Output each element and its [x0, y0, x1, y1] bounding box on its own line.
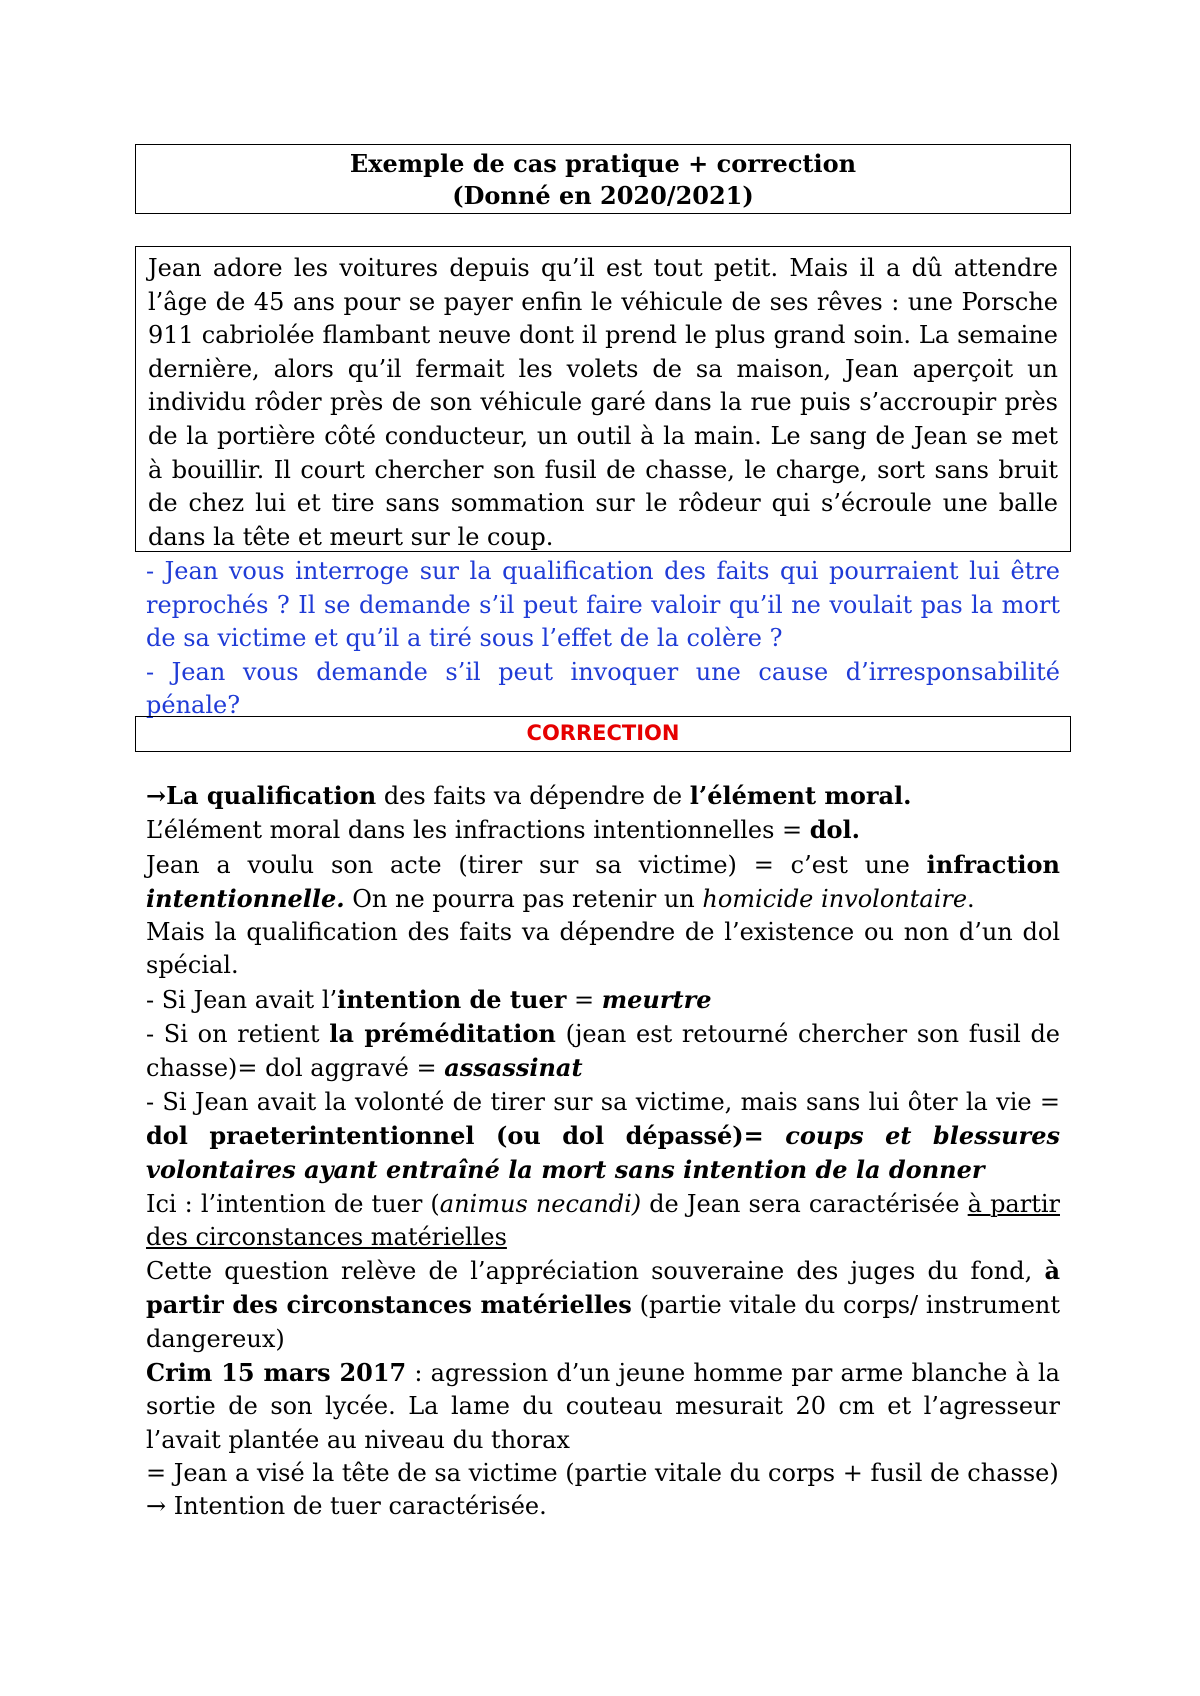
answer-line-appreciation: Cette question relève de l’appréciation souveraine des juges du fond, à partir des circonstances matérielles (partie vitale du corps/ instrument dangereux) [146, 1256, 1060, 1353]
title-line-2: (Donné en 2020/2021) [452, 181, 754, 210]
answer-line-jean-vise: = Jean a visé la tête de sa victime (partie vitale du corps + fusil de chasse) [146, 1458, 1059, 1487]
questions-block [146, 555, 1060, 723]
answer-line-assassinat: - Si on retient la préméditation (jean est retourné chercher son fusil de chasse)= dol aggravé = assassinat [146, 1019, 1061, 1083]
correction-heading: CORRECTION [135, 716, 1071, 752]
answer-line-dol-special: Mais la qualification des faits va dépendre de l’existence ou non d’un dol spécial. [146, 918, 1060, 980]
arrow-icon: → [146, 1492, 167, 1521]
title-line-1: Exemple de cas pratique + correction [349, 149, 857, 178]
answer-line-praeterintentionnel: - Si Jean avait la volonté de tirer sur sa victime, mais sans lui ôter la vie = dol praeterintentionnel (ou dol dépassé)= coups et blessures volontaires ayant entraîné la mort sans intention de la donner [146, 1087, 1060, 1185]
title-box [135, 144, 1071, 214]
answer-line-animus-necandi: Ici : l’intention de tuer (animus necandi) de Jean sera caractérisée à partir des circonstances matérielles [146, 1189, 1060, 1251]
answer-line-crim-2017: Crim 15 mars 2017 : agression d’un jeune homme par arme blanche à la sortie de son lycée. La lame du couteau mesurait 20 cm et l’agresseur l’avait plantée au niveau du thorax [146, 1358, 1060, 1454]
answer-line-meurtre: - Si Jean avait l’intention de tuer = meurtre [146, 984, 712, 1014]
case-statement-text: Jean adore les voitures depuis qu’il est tout petit. Mais il a dû attendre l’âge de 45 ans pour se payer enfin le véhicule de ses rêves : une Porsche 911 cabriolée flambant neuve dont il prend le plus grand soin. La semaine dernière, alors qu’il fermait les volets de sa maison, Jean aperçoit un individu rôder près de son véhicule garé dans la rue puis s’accroupir près de la portière côté conducteur, un outil à la main. Le sang de Jean se met à bouillir. Il court chercher son fusil de chasse, le charge, sort sans bruit de chez lui et tire sans sommation sur le rôdeur qui s’écroule une balle dans la tête et meurt sur le coup. [148, 254, 1058, 551]
answer-line-conclusion: → Intention de tuer caractérisée. [146, 1492, 547, 1521]
case-statement-box [135, 246, 1071, 552]
question-1: - Jean vous interroge sur la qualification des faits qui pourraient lui être reprochés ? Il se demande s’il peut faire valoir qu’il ne voulait pas la mort de sa victime et qu’il a tiré sous l’effet de la colère ? [146, 557, 1060, 653]
answer-line-infraction: Jean a voulu son acte (tirer sur sa victime) = c’est une infraction intentionnelle. On ne pourra pas retenir un homicide involontaire. [146, 849, 1060, 913]
arrow-icon: → [146, 781, 167, 810]
answer-line-qualification: →La qualification des faits va dépendre de l’élément moral. [146, 781, 912, 810]
question-2: - Jean vous demande s’il peut invoquer une cause d’irresponsabilité pénale? [146, 657, 1060, 720]
answer-line-element-moral: L’élément moral dans les infractions intentionnelles = dol. [146, 815, 861, 845]
correction-body [146, 779, 1060, 1524]
